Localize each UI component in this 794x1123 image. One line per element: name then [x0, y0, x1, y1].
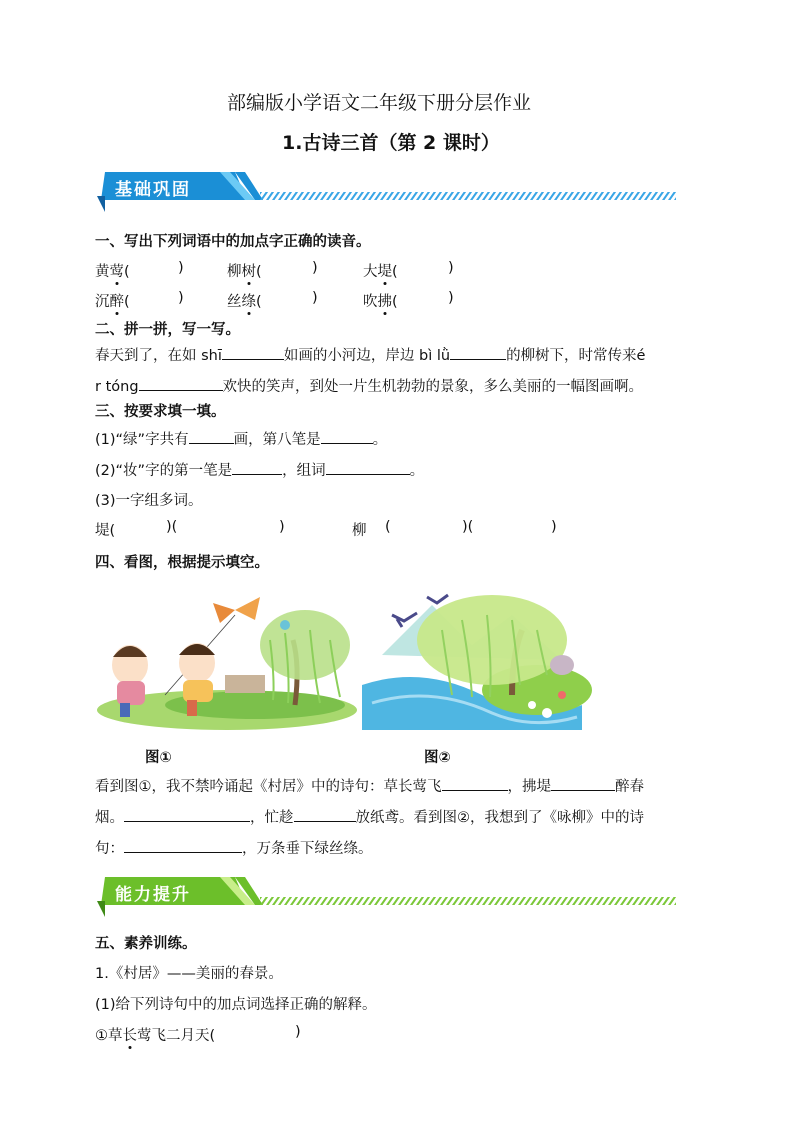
q1-item: 沉醉(: [95, 294, 130, 310]
q4-text: ，忙趁: [250, 810, 294, 826]
q3-paren: ): [279, 519, 285, 535]
q2-text: r tóng: [95, 379, 139, 395]
illustration-village-kite: [95, 585, 360, 730]
q4-text: 句：: [95, 841, 124, 857]
q3-text: 。: [409, 463, 425, 479]
q3-text: 画，第八笔是: [233, 432, 321, 448]
kite-scene-image: [95, 585, 360, 730]
q3-text: (2)“妆”字的第一笔是: [95, 463, 233, 479]
section-banner-basic: [95, 170, 680, 214]
q5-line-3: ①草长莺飞二月天(: [95, 1028, 216, 1044]
q1-item: 柳树(: [227, 264, 262, 280]
q3-text: (1)“绿”字共有: [95, 432, 189, 448]
answer-blank[interactable]: [189, 429, 234, 444]
q5-line-2: (1)给下列诗句中的加点词选择正确的解释。: [95, 997, 377, 1013]
answer-blank[interactable]: [222, 345, 284, 360]
section-banner-label: 基础巩固: [115, 180, 191, 200]
q1-paren: ): [448, 260, 454, 276]
q2-text: 欢快的笑声，到处一片生机勃勃的景象，多么美丽的一幅图画啊。: [222, 379, 644, 395]
page-subtitle: 1.古诗三首（第 2 课时）: [282, 132, 500, 154]
q3-heading: 三、按要求填一填。: [95, 404, 226, 420]
q4-text: ，万条垂下绿丝绦。: [242, 841, 373, 857]
q4-line-3: [95, 837, 373, 858]
q2-line-1: [95, 344, 645, 365]
q3-paren: )(: [166, 519, 178, 535]
q1-paren: ): [178, 260, 184, 276]
q3-item: 柳: [352, 523, 367, 539]
q4-line-1: [95, 775, 644, 796]
answer-blank[interactable]: [139, 376, 223, 391]
q3-text: 。: [372, 432, 388, 448]
answer-blank[interactable]: [321, 429, 373, 444]
answer-blank[interactable]: [326, 460, 410, 475]
q2-text: 的柳树下，时常传来é: [506, 348, 646, 364]
q1-heading: 一、写出下列词语中的加点字正确的读音。: [95, 234, 371, 250]
q3-paren: )(: [462, 519, 474, 535]
q1-item: 吹拂(: [363, 294, 398, 310]
figure-caption-2: 图②: [424, 750, 451, 766]
q3-text: ，组词: [282, 463, 326, 479]
q1-item: 黄莺(: [95, 264, 130, 280]
answer-blank[interactable]: [124, 807, 250, 822]
q1-item: 丝绦(: [227, 294, 262, 310]
answer-blank[interactable]: [294, 807, 356, 822]
willow-scene-image: [362, 585, 602, 730]
q3-paren: ): [551, 519, 557, 535]
section-banner-label: 能力提升: [115, 885, 191, 905]
answer-blank[interactable]: [450, 345, 506, 360]
answer-blank[interactable]: [232, 460, 282, 475]
q4-text: 醉春: [615, 779, 644, 795]
q2-text: 春天到了，在如 shī: [95, 348, 222, 364]
q2-heading: 二、拼一拼，写一写。: [95, 322, 240, 338]
q5-line-1: 1.《村居》——美丽的春景。: [95, 966, 283, 982]
q1-paren: ): [312, 290, 318, 306]
q4-text: 看到图①，我不禁吟诵起《村居》中的诗句：草长莺飞: [95, 779, 442, 795]
q3-item: 堤(: [95, 523, 116, 539]
q5-heading: 五、素养训练。: [95, 936, 197, 952]
q3-line-1: [95, 428, 387, 449]
q4-heading: 四、看图，根据提示填空。: [95, 555, 269, 571]
section-banner-advanced: [95, 875, 680, 919]
q2-text: 如画的小河边，岸边 bì lǜ: [283, 348, 451, 364]
q3-paren: (: [385, 519, 391, 535]
q4-text: 放纸鸢。看到图②，我想到了《咏柳》中的诗: [355, 810, 644, 826]
illustration-willow-river: [362, 585, 602, 730]
q3-line-3: (3)一字组多词。: [95, 493, 203, 509]
q3-line-2: [95, 459, 424, 480]
q4-text: 烟。: [95, 810, 124, 826]
q1-paren: ): [312, 260, 318, 276]
q4-line-2: [95, 806, 644, 827]
q5-paren: ): [295, 1024, 301, 1040]
q1-paren: ): [448, 290, 454, 306]
q2-line-2: [95, 375, 643, 396]
answer-blank[interactable]: [442, 776, 508, 791]
answer-blank[interactable]: [551, 776, 615, 791]
q1-paren: ): [178, 290, 184, 306]
q1-item: 大堤(: [363, 264, 398, 280]
figure-caption-1: 图①: [145, 750, 172, 766]
answer-blank[interactable]: [124, 838, 242, 853]
page-title: 部编版小学语文二年级下册分层作业: [227, 92, 532, 114]
q4-text: ，拂堤: [507, 779, 551, 795]
